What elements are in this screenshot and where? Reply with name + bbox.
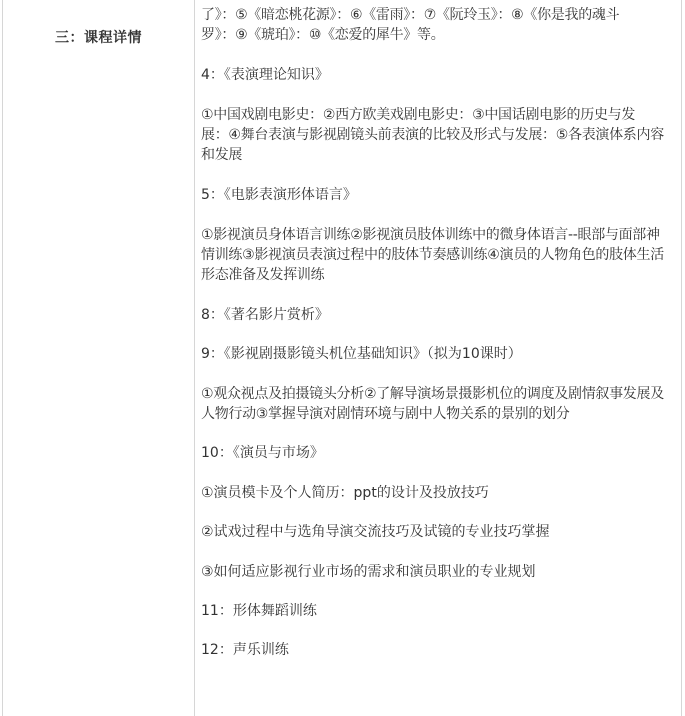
heading-item-4 [201, 65, 679, 85]
text-line: 4：《表演理论知识》 [201, 67, 329, 83]
text-line: 11：形体舞蹈训练 [201, 603, 317, 619]
paragraph-item-4 [201, 105, 679, 165]
heading-item-12 [201, 640, 679, 660]
text-line: 5：《电影表演形体语言》 [201, 187, 357, 203]
text-line: 了》：⑤《暗恋桃花源》：⑥《雷雨》：⑦《阮玲玉》：⑧《你是我的魂斗 [201, 7, 620, 23]
text-line: 和发展 [201, 147, 243, 163]
text-line: ①演员模卡及个人简历：ppt的设计及投放技巧 [201, 485, 489, 501]
text-line: ①中国戏剧电影史：②西方欧美戏剧电影史：③中国话剧电影的历史与发 [201, 107, 636, 123]
section-label: 三：课程详情 [55, 30, 142, 46]
text-line: 情训练③影视演员表演过程中的肢体节奏感训练④演员的人物角色的肢体生活 [201, 247, 664, 263]
text-line: 12：声乐训练 [201, 642, 289, 658]
text-line: 人物行动③掌握导演对剧情环境与剧中人物关系的景别的划分 [201, 406, 570, 422]
text-line: ②试戏过程中与选角导演交流技巧及试镜的专业技巧掌握 [201, 524, 550, 540]
paragraph-repertoire [201, 5, 679, 45]
text-line: 形态准备及发挥训练 [201, 267, 325, 283]
paragraph-item-9 [201, 384, 679, 424]
paragraph-item-5 [201, 225, 679, 285]
column-divider [194, 0, 195, 716]
heading-item-5 [201, 185, 679, 205]
heading-item-10 [201, 443, 679, 463]
paragraph-item-10-b [201, 522, 679, 542]
text-line: 罗》：⑨《琥珀》：⑩《恋爱的犀牛》等。 [201, 27, 445, 43]
course-details-table [2, 0, 682, 716]
text-line: ③如何适应影视行业市场的需求和演员职业的专业规划 [201, 564, 536, 580]
text-line: 10：《演员与市场》 [201, 445, 324, 461]
text-line: 9：《影视剧摄影镜头机位基础知识》（拟为10课时） [201, 346, 522, 362]
text-line: 展：④舞台表演与影视剧镜头前表演的比较及形式与发展：⑤各表演体系内容 [201, 127, 664, 143]
text-line: ①影视演员身体语言训练②影视演员肢体训练中的微身体语言--眼部与面部神 [201, 227, 660, 243]
heading-item-9 [201, 344, 679, 364]
text-line: ①观众视点及拍摄镜头分析②了解导演场景摄影机位的调度及剧情叙事发展及 [201, 386, 664, 402]
heading-item-8 [201, 305, 679, 325]
paragraph-item-10-a [201, 483, 679, 503]
paragraph-item-10-c [201, 562, 679, 582]
heading-item-11 [201, 601, 679, 621]
text-line: 8：《著名影片赏析》 [201, 307, 329, 323]
